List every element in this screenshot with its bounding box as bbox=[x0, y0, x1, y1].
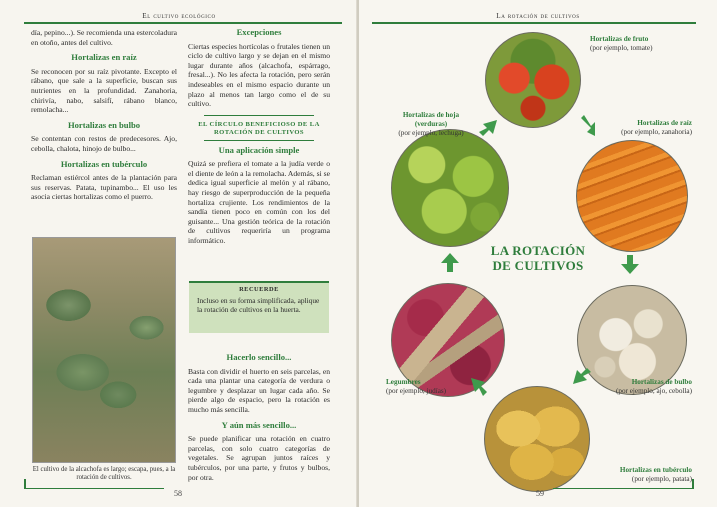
label-tuberculo-sub: (por ejemplo, patata) bbox=[631, 474, 692, 483]
heading-aun: Y aún más sencillo... bbox=[221, 419, 297, 430]
heading-excepciones: Excepciones bbox=[236, 27, 282, 37]
label-bulbo-title: Hortalizas de bulbo bbox=[631, 378, 692, 386]
paragraph-aplicacion: Quizá se prefiera el tomate a la judía verde o el diente de león a la remolacha. Además, si se dedica igual superficie al melón y al rábano, hay riesgo de superproducción de la pequeña hortaliza crujiente. Los rendimientos de la sandía tienen poco en común con los del guisante... Una gestión teórica de la rotación de cultivos requeriría un programa informático. bbox=[188, 159, 330, 245]
heading-aplicacion: Una aplicación simple bbox=[218, 144, 300, 155]
label-tuberculo-title: Hortalizas en tubérculo bbox=[619, 466, 692, 474]
cycle-arrows bbox=[359, 0, 717, 507]
footer-rule-right bbox=[553, 488, 693, 489]
left-column-2 bbox=[188, 28, 330, 250]
heading-raiz: Hortalizas en raíz bbox=[71, 52, 137, 63]
label-hoja-title2: (verduras) bbox=[414, 119, 448, 128]
section-title: EL CÍRCULO BENEFICIOSO DE LA ROTACIÓN DE CULTIVOS bbox=[198, 120, 320, 137]
artichoke-photo bbox=[32, 237, 176, 463]
paragraph-tuberculo: Reclaman estiércol antes de la plantación para sus reservas. Patata, tupinambo... El uso les asocia ciertas hortalizas como el puerro. bbox=[31, 173, 177, 202]
paragraph-aun: Se puede planificar una rotación en cuatro parcelas, con solo cuatro categorías de vegetales. Se agrupan juntos raíces y tubérculos, por una parte, y frutos y bulbos, por otra. bbox=[188, 434, 330, 482]
footer-corner bbox=[24, 479, 26, 489]
label-fruto-title: Hortalizas de fruto bbox=[590, 35, 649, 43]
paragraph-hacerlo: Basta con dividir el huerto en seis parcelas, en cada una plantar una categoría de verdura o legumbre y desplazar un lugar cada año. Se pierde algo de espacio, pero la rotación es mucho más sencilla. bbox=[188, 366, 330, 414]
page-number-left: 58 bbox=[174, 489, 182, 498]
running-head-right: La rotación de cultivos bbox=[496, 12, 580, 20]
paragraph-raiz: Se reconocen por su raíz pivotante. Excepto el rábano, que sale a la superficie, buscan sus nutrientes en la profundidad. Zanahoria, chirivía, nabo, salsifí, rábano blanco, remolacha... bbox=[31, 66, 177, 115]
heading-bulbo: Hortalizas en bulbo bbox=[67, 119, 141, 130]
left-column-1 bbox=[31, 28, 177, 206]
arrow-fruto-raiz bbox=[581, 115, 595, 136]
footer-corner-right bbox=[692, 479, 694, 489]
footer-rule bbox=[24, 488, 164, 489]
recuerde-text: Incluso en su forma simplificada, aplique la rotación de cultivos en la huerta. bbox=[197, 296, 320, 315]
arrow-raiz-bulbo bbox=[621, 255, 639, 274]
arrow-bulbo-tuberculo bbox=[573, 368, 591, 384]
paragraph-excepciones: Ciertas especies hortícolas o frutales tienen un ciclo de cultivo largo y se dejan en el mismo lugar durante años (alcachofa, espárrago, fresal...). No les afecta la rotación, pero serán indeseables en el mismo espacio durante un plazo al menos tan largo como el de su cultivo. bbox=[188, 41, 330, 109]
left-column-2-bottom bbox=[188, 353, 330, 486]
arrow-hoja-fruto bbox=[479, 120, 497, 136]
arrow-tuberculo-legumbres bbox=[471, 378, 487, 396]
recuerde-title: RECUERDE bbox=[239, 286, 279, 293]
label-bulbo-sub: (por ejemplo, ajo, cebolla) bbox=[615, 386, 692, 395]
page-number-right: 59 bbox=[536, 489, 544, 498]
header-rule bbox=[24, 22, 342, 24]
label-hoja-title1: Hortalizas de hoja bbox=[402, 111, 460, 119]
label-hoja-sub: (por ejemplo, lechuga) bbox=[398, 128, 464, 137]
label-fruto-sub: (por ejemplo, tomate) bbox=[590, 43, 653, 52]
heading-tuberculo: Hortalizas en tubérculo bbox=[60, 158, 148, 169]
section-rule-top bbox=[204, 115, 314, 116]
label-legumbres-sub: (por ejemplo, judías) bbox=[386, 386, 447, 395]
section-rule-bottom bbox=[204, 140, 314, 141]
heading-hacerlo: Hacerlo sencillo... bbox=[226, 352, 292, 362]
left-page bbox=[0, 0, 358, 507]
cycle-title-line1: LA ROTACIÓN bbox=[490, 243, 586, 258]
recuerde-box bbox=[189, 281, 329, 333]
photo-caption: El cultivo de la alcachofa es largo; escapa, pues, a la rotación de cultivos. bbox=[32, 466, 176, 481]
running-head: El cultivo ecológico bbox=[142, 12, 216, 20]
cycle-title-line2: DE CULTIVOS bbox=[492, 258, 584, 273]
label-raiz-sub: (por ejemplo, zanahoria) bbox=[621, 127, 692, 136]
label-raiz-title: Hortalizas de raíz bbox=[637, 119, 692, 127]
paragraph-bulbo: Se contentan con restos de predecesores. Ajo, cebolla, chalota, hinojo de bulbo... bbox=[31, 134, 177, 153]
arrow-legumbres-hoja bbox=[441, 253, 459, 272]
label-legumbres-title: Legumbres bbox=[386, 378, 421, 386]
intro-paragraph: día, pepino...). Se recomienda una estercoladura en otoño, antes del cultivo. bbox=[31, 28, 177, 47]
